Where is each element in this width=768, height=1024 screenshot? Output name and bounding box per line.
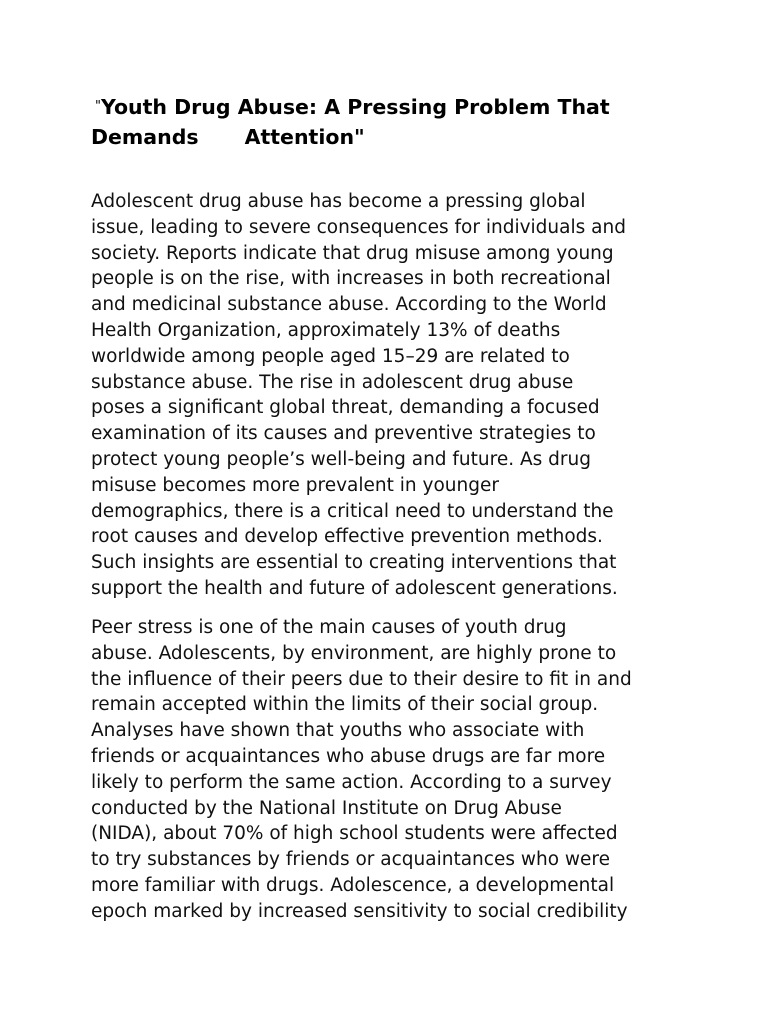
- text-line: likely to perform the same action. According to a survey: [91, 771, 612, 793]
- text-line: substance abuse. The rise in adolescent drug abuse: [91, 371, 574, 393]
- text-line: examination of its causes and preventive strategies to: [91, 423, 596, 445]
- text-line: root causes and develop effective prevention methods.: [91, 526, 603, 548]
- text-line: worldwide among people aged 15–29 are related to: [91, 345, 570, 367]
- text-line: and medicinal substance abuse. According to the World: [91, 294, 607, 316]
- text-line: the influence of their peers due to their desire to fit in and: [91, 668, 632, 690]
- text-line: conducted by the National Institute on Drug Abuse: [91, 797, 562, 819]
- text-line: demographics, there is a critical need to understand the: [91, 500, 614, 522]
- text-line: misuse becomes more prevalent in younger: [91, 474, 499, 496]
- title-line-2-part-1: Demands: [91, 125, 199, 149]
- text-line: issue, leading to severe consequences for individuals and: [91, 216, 626, 238]
- text-line: (NIDA), about 70% of high school students were affected: [91, 823, 618, 845]
- paragraph-2: [91, 615, 691, 925]
- text-line: epoch marked by increased sensitivity to social credibility: [91, 900, 628, 922]
- text-line: Health Organization, approximately 13% of deaths: [91, 319, 561, 341]
- text-line: poses a significant global threat, demanding a focused: [91, 397, 600, 419]
- text-line: friends or acquaintances who abuse drugs are far more: [91, 745, 606, 767]
- document-title: [91, 92, 731, 152]
- text-line: Peer stress is one of the main causes of youth drug: [91, 617, 567, 638]
- text-line: more familiar with drugs. Adolescence, a developmental: [91, 874, 615, 896]
- text-line: Such insights are essential to creating interventions that: [91, 552, 617, 574]
- text-line: support the health and future of adolescent generations.: [91, 577, 618, 599]
- paragraph-1: [91, 189, 691, 602]
- text-line: abuse. Adolescents, by environment, are highly prone to: [91, 642, 617, 664]
- text-line: society. Reports indicate that drug misuse among young: [91, 242, 614, 264]
- text-line: people is on the rise, with increases in both recreational: [91, 268, 611, 290]
- title-line-1: Youth Drug Abuse: A Pressing Problem That: [100, 95, 610, 119]
- text-line: protect young people’s well-being and future. As drug: [91, 448, 591, 470]
- text-line: Analyses have shown that youths who associate with: [91, 720, 585, 742]
- text-line: Adolescent drug abuse has become a pressing global: [91, 191, 586, 212]
- text-line: to try substances by friends or acquaintances who were: [91, 849, 610, 871]
- title-line-2-part-2: Attention": [244, 125, 365, 149]
- title-open-quote: ": [95, 99, 101, 114]
- text-line: remain accepted within the limits of their social group.: [91, 694, 599, 716]
